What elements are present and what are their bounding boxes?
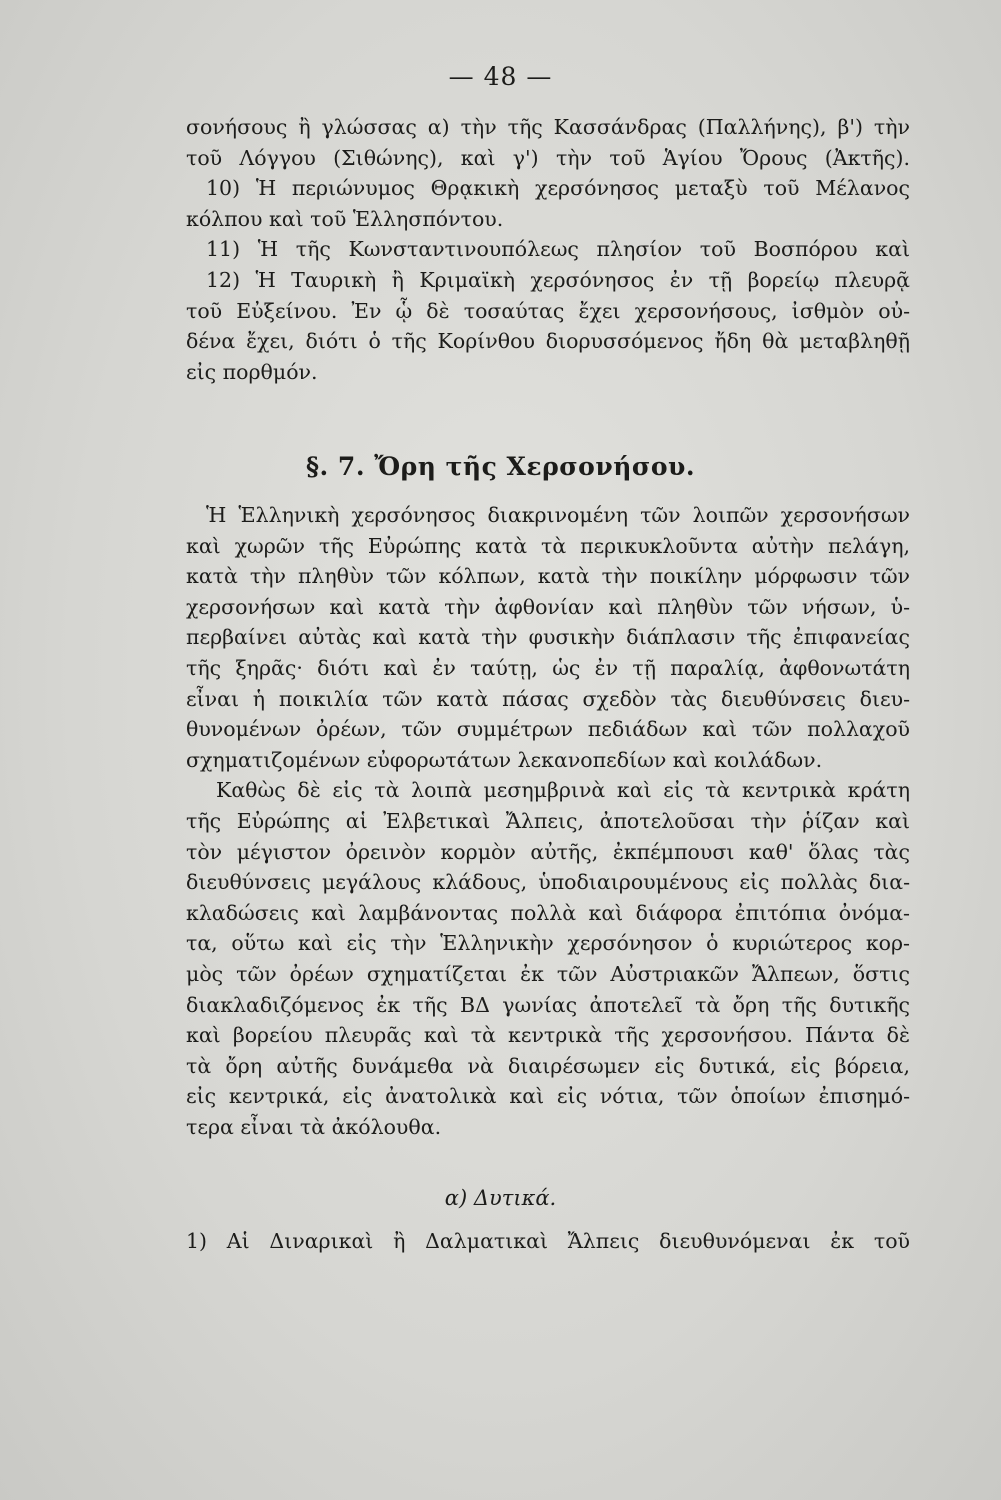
text-line: εἰς πορθμόν. — [186, 359, 318, 384]
text-line: θυνομένων ὀρέων, τῶν συμμέτρων πεδιάδων καὶ τῶν πολλαχοῦ — [186, 717, 910, 742]
page-number: — 48 — — [448, 62, 553, 91]
text-line: διευθύνσεις μεγάλους κλάδους, ὑποδιαιρουμένους εἰς πολλὰς δια- — [186, 870, 910, 895]
text-line: τοῦ Εὐξείνου. Ἐν ᾧ δὲ τοσαύτας ἔχει χερσονήσους, ἰσθμὸν οὐ- — [186, 298, 910, 323]
text-line: τῆς ξηρᾶς· διότι καὶ ἐν ταύτῃ, ὡς ἐν τῇ παραλίᾳ, ἀφθονωτάτη — [186, 655, 910, 680]
text-line: καὶ βορείου πλευρᾶς καὶ τὰ κεντρικὰ τῆς χερσονήσου. Πάντα δὲ — [186, 1023, 910, 1048]
text-line: 12) Ἡ Ταυρικὴ ἢ Κριμαϊκὴ χερσόνησος ἐν τῇ βορείῳ πλευρᾷ — [206, 267, 910, 292]
text-line: εἰς κεντρικά, εἰς ἀνατολικὰ καὶ εἰς νότια, τῶν ὁποίων ἐπισημό- — [186, 1084, 910, 1109]
text-line: 10) Ἡ περιώνυμος Θρᾳκικὴ χερσόνησος μεταξὺ τοῦ Μέλανος — [206, 176, 910, 201]
text-line: τὸν μέγιστον ὀρεινὸν κορμὸν αὐτῆς, ἐκπέμπουσι καθ' ὅλας τὰς — [186, 839, 910, 864]
bottom-text-block — [186, 1226, 910, 1257]
text-line: κλαδώσεις καὶ λαμβάνοντας πολλὰ καὶ διάφορα ἐπιτόπια ὀνόμα- — [186, 900, 910, 925]
text-line: περβαίνει αὐτὰς καὶ κατὰ τὴν φυσικὴν διάπλασιν τῆς ἐπιφανείας — [186, 625, 910, 650]
text-line: τα, οὕτω καὶ εἰς τὴν Ἑλληνικὴν χερσόνησον ὁ κυριώτερος κορ- — [186, 931, 910, 956]
text-line: μὸς τῶν ὀρέων σχηματίζεται ἐκ τῶν Αὐστριακῶν Ἄλπεων, ὅστις — [186, 961, 910, 986]
text-line: Ἡ Ἑλληνικὴ χερσόνησος διακρινομένη τῶν λοιπῶν χερσονήσων — [206, 503, 910, 527]
text-line: διακλαδιζόμενος ἐκ τῆς ΒΔ γωνίας ἀποτελεῖ τὰ ὄρη τῆς δυτικῆς — [186, 992, 910, 1017]
text-line: Καθὼς δὲ εἰς τὰ λοιπὰ μεσημβρινὰ καὶ εἰς τὰ κεντρικὰ κράτη — [216, 778, 910, 803]
text-line: τοῦ Λόγγου (Σιθώνης), καὶ γ') τὴν τοῦ Ἁγίου Ὄρους (Ἀκτῆς). — [186, 145, 910, 170]
text-line: δένα ἔχει, διότι ὁ τῆς Κορίνθου διορυσσόμενος ἤδη θὰ μεταβληθῇ — [186, 329, 910, 354]
subsection-heading: α) Δυτικά. — [444, 1186, 557, 1210]
text-line: καὶ χωρῶν τῆς Εὐρώπης κατὰ τὰ περικυκλοῦντα αὐτὴν πελάγη, — [186, 533, 910, 558]
text-line: τερα εἶναι τὰ ἀκόλουθα. — [186, 1114, 442, 1139]
text-line: εἶναι ἡ ποικιλία τῶν κατὰ πάσας σχεδὸν τὰς διευθύνσεις διευ- — [186, 686, 910, 711]
text-line: σχηματιζομένων εὐφορωτάτων λεκανοπεδίων καὶ κοιλάδων. — [186, 747, 823, 772]
text-line: χερσονήσων καὶ κατὰ τὴν ἀφθονίαν καὶ πληθὺν τῶν νήσων, ὑ- — [186, 594, 910, 619]
text-line: κόλπου καὶ τοῦ Ἑλλησπόντου. — [186, 206, 504, 231]
body-text-block — [186, 500, 910, 1142]
top-text-block — [186, 112, 910, 387]
text-line: τὰ ὄρη αὐτῆς δυνάμεθα νὰ διαιρέσωμεν εἰς δυτικά, εἰς βόρεια, — [186, 1053, 910, 1078]
text-line: 1) Αἱ Διναρικαὶ ἢ Δαλματικαὶ Ἄλπεις διευθυνόμεναι ἐκ τοῦ — [186, 1229, 910, 1253]
section-heading: §. 7. Ὄρη τῆς Χερσονήσου. — [305, 452, 696, 481]
text-line: τῆς Εὐρώπης αἱ Ἐλβετικαὶ Ἄλπεις, ἀποτελοῦσαι τὴν ῥίζαν καὶ — [186, 808, 910, 833]
text-line: 11) Ἡ τῆς Κωνσταντινουπόλεως πλησίον τοῦ Βοσπόρου καὶ — [206, 237, 910, 262]
text-line: κατὰ τὴν πληθὺν τῶν κόλπων, κατὰ τὴν ποικίλην μόρφωσιν τῶν — [186, 564, 910, 589]
text-line: σονήσους ἢ γλώσσας α) τὴν τῆς Κασσάνδρας (Παλλήνης), β') τὴν — [186, 115, 910, 139]
